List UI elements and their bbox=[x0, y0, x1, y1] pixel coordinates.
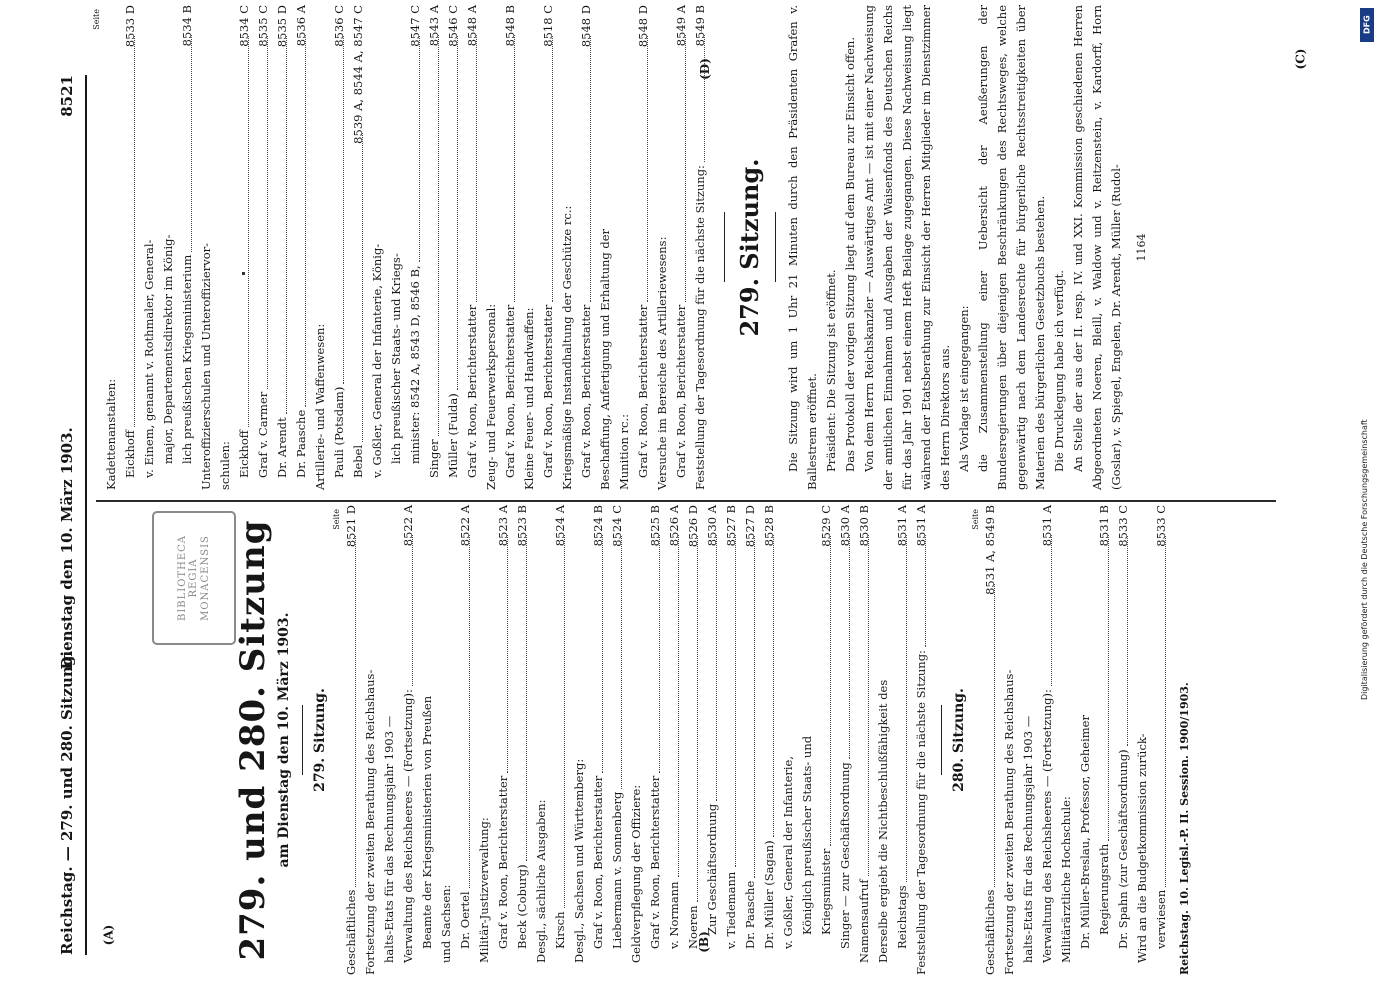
toc-page-ref: 8525 B bbox=[648, 505, 662, 547]
toc-line: Geldverpflegung der Offiziere: bbox=[629, 784, 643, 963]
toc-line: Desgl., sächliche Ausgaben: bbox=[534, 799, 548, 963]
body-paragraph: Die Drucklegung habe ich verfügt. bbox=[1052, 270, 1066, 472]
dot-leader bbox=[134, 36, 135, 427]
body-paragraph: Präsident: Die Sitzung ist eröffnet. bbox=[824, 269, 838, 472]
toc-line: Fortsetzung der zweiten Berathung des Reichshaus- bbox=[363, 669, 377, 975]
toc-page-ref: 8534 C bbox=[237, 5, 251, 47]
toc-entry bbox=[912, 505, 931, 975]
dot-leader bbox=[526, 535, 527, 861]
toc-page-ref: 8522 A bbox=[401, 505, 415, 547]
toc-entry bbox=[836, 505, 855, 975]
header-date: Dienstag den 10. März 1903. bbox=[58, 427, 76, 670]
dot-leader bbox=[552, 36, 553, 302]
toc-entry bbox=[349, 5, 368, 490]
toc-entry bbox=[292, 5, 311, 490]
toc-entry-text: Reichstags bbox=[895, 885, 909, 949]
short-rule bbox=[775, 213, 776, 283]
toc-entry bbox=[425, 5, 444, 490]
toc-entry bbox=[981, 505, 1000, 975]
toc-entry-text: Graf v. Roon, Berichterstatter bbox=[503, 304, 517, 478]
dot-leader bbox=[355, 536, 356, 886]
dot-leader bbox=[685, 35, 686, 302]
toc-line: Wird an die Budgetkommission zurück- bbox=[1135, 733, 1149, 963]
toc-page-ref: 8528 B bbox=[762, 505, 776, 547]
toc-entry-text: Zur Geschäftsordnung bbox=[705, 803, 719, 935]
toc-entry bbox=[608, 505, 627, 975]
dot-leader bbox=[849, 535, 850, 759]
toc-page-ref: 8549 A bbox=[674, 5, 688, 47]
toc-line: Derselbe ergiebt die Nichtbeschlußfähigkeit des bbox=[876, 679, 890, 963]
section-280-heading: 280. Sitzung. bbox=[951, 688, 967, 792]
toc-page-ref: 8524 B bbox=[591, 505, 605, 547]
toc-entry bbox=[121, 5, 140, 490]
dot-leader bbox=[697, 536, 698, 902]
toc-entry-text: Geschäftliches bbox=[983, 889, 997, 975]
dot-leader bbox=[305, 35, 306, 407]
page-number: 8521 bbox=[58, 75, 76, 117]
toc-entry-text: Noeren bbox=[686, 905, 700, 949]
toc-entry bbox=[646, 505, 665, 975]
toc-page-ref: 8523 B bbox=[515, 505, 529, 547]
dot-leader bbox=[830, 536, 831, 846]
toc-page-ref: 8521 D bbox=[344, 505, 358, 548]
toc-entry bbox=[741, 505, 760, 975]
dot-leader bbox=[602, 535, 603, 772]
short-rule bbox=[724, 213, 725, 283]
toc-page-ref: 8533 C bbox=[1154, 505, 1168, 547]
toc-page-ref: 8530 A bbox=[705, 505, 719, 547]
dot-leader bbox=[438, 35, 439, 436]
toc-page-ref: 8531 A bbox=[914, 505, 928, 547]
toc-280 bbox=[981, 505, 1171, 975]
toc-entry-text: Dr. Oertel bbox=[458, 891, 472, 949]
toc-continued bbox=[102, 5, 710, 490]
session-heading: 279. Sitzung. bbox=[735, 158, 764, 337]
toc-page-ref: 8549 B bbox=[693, 5, 707, 47]
toc-entry bbox=[342, 505, 361, 975]
toc-line: Artillerie- und Waffenwesen: bbox=[313, 323, 327, 490]
margin-mark-c: (C) bbox=[1293, 48, 1308, 70]
toc-line: Versuche im Bereiche des Artilleriewesens: bbox=[655, 236, 669, 490]
dot-leader bbox=[590, 36, 591, 302]
toc-entry bbox=[684, 505, 703, 975]
toc-page-ref: 8535 C bbox=[256, 5, 270, 47]
footer-session: Reichstag. 10. Legisl.-P. II. Session. 1900/1903. bbox=[1178, 682, 1191, 975]
toc-entry bbox=[672, 5, 691, 490]
toc-page-ref: 8548 D bbox=[579, 5, 593, 48]
toc-line: Kriegsmäßige Instandhaltung der Geschütze rc.: bbox=[560, 205, 574, 490]
toc-entry bbox=[577, 5, 596, 490]
toc-line: v. Einem, genannt v. Rothmaler, General- bbox=[142, 239, 156, 478]
toc-line: Unteroffizierschulen und Unteroffiziervor- bbox=[199, 242, 213, 490]
toc-page-ref: 8533 C bbox=[1116, 505, 1130, 547]
toc-entry bbox=[463, 5, 482, 490]
dot-leader bbox=[248, 36, 249, 427]
toc-entry bbox=[893, 505, 912, 975]
toc-entry bbox=[703, 505, 722, 975]
toc-entry-text: Graf v. Roon, Berichterstatter bbox=[579, 304, 593, 478]
dot-leader bbox=[659, 535, 660, 772]
toc-entry bbox=[178, 5, 197, 490]
toc-entry-text: Graf v. Roon, Berichterstatter bbox=[648, 775, 662, 949]
toc-page-ref: 8548 B bbox=[503, 5, 517, 47]
dot-leader bbox=[507, 535, 508, 773]
toc-page-ref: 8527 D bbox=[743, 505, 757, 548]
toc-entry-text: Verwaltung des Reichsheeres — (Fortsetzung): bbox=[1040, 689, 1054, 963]
toc-entry-text: Eickhoff bbox=[237, 430, 251, 478]
seite-label: Seite bbox=[971, 509, 980, 530]
dot-leader bbox=[457, 36, 458, 391]
toc-entry-text: minister: 8542 A, 8543 D, 8546 B, bbox=[408, 265, 422, 464]
toc-entry bbox=[1038, 505, 1057, 975]
toc-entry bbox=[406, 5, 425, 490]
toc-entry bbox=[456, 505, 475, 975]
toc-entry-text: v. Normann bbox=[667, 881, 681, 949]
margin-mark-a: (A) bbox=[101, 924, 116, 946]
toc-page-ref: 8524 A bbox=[553, 505, 567, 547]
toc-entry bbox=[1152, 505, 1171, 975]
toc-entry bbox=[539, 5, 558, 490]
toc-entry-text: Graf v. Roon, Berichterstatter bbox=[465, 304, 479, 478]
toc-entry-text: Dr. Arendt bbox=[275, 417, 289, 478]
dot-leader bbox=[419, 36, 420, 263]
body-paragraph: Das Protokoll der vorigen Sitzung liegt auf dem Bureau zur Einsicht offen. bbox=[843, 37, 857, 472]
rotated-page-content bbox=[50, 5, 1290, 995]
toc-line: Beschaffung, Anfertigung und Erhaltung der bbox=[598, 228, 612, 490]
toc-entry bbox=[494, 505, 513, 975]
dot-leader bbox=[735, 535, 736, 867]
toc-page-ref: 8531 A bbox=[895, 505, 909, 547]
toc-page-ref: 8526 A bbox=[667, 505, 681, 547]
toc-entry-text: Graf v. Roon, Berichterstatter bbox=[636, 304, 650, 478]
dot-leader bbox=[514, 35, 515, 301]
toc-line: und Sachsen: bbox=[439, 884, 453, 963]
toc-line: Beamte der Kriegsministerien von Preußen bbox=[420, 695, 434, 949]
toc-entry-text: Kirsch bbox=[553, 911, 567, 949]
toc-entry-text: Dr. Müller (Sagan) bbox=[762, 840, 776, 949]
toc-entry bbox=[589, 505, 608, 975]
toc-line: Kadettenanstalten: bbox=[104, 378, 118, 490]
session-subtitle: am Dienstag den 10. März 1903. bbox=[276, 612, 292, 868]
toc-entry-text: Dr. Paasche bbox=[743, 880, 757, 949]
toc-entry-text: Geschäftliches bbox=[344, 889, 358, 975]
toc-279 bbox=[342, 505, 931, 975]
toc-entry-text: Feststellung der Tagesordnung für die nächste Sitzung: bbox=[693, 165, 707, 490]
toc-line: lich preußischer Staats- und Kriegs- bbox=[389, 253, 403, 464]
section-279-heading: 279. Sitzung. bbox=[312, 688, 328, 792]
seite-label: Seite bbox=[332, 509, 341, 530]
toc-line: schulen: bbox=[218, 441, 232, 490]
toc-line: Munition rc.: bbox=[617, 413, 631, 490]
toc-entry-text: Dr. Spahn (zur Geschäftsordnung) bbox=[1116, 749, 1130, 949]
toc-line: halts-Etats für das Rechnungsjahr 1903 — bbox=[1021, 715, 1035, 963]
dot-leader bbox=[621, 536, 622, 789]
toc-page-ref: 8548 A bbox=[465, 5, 479, 47]
toc-page-ref: 8535 D bbox=[275, 5, 289, 48]
toc-entry-text: Kriegsminister bbox=[819, 848, 833, 935]
toc-entry bbox=[399, 505, 418, 975]
dot-leader bbox=[906, 535, 907, 882]
toc-page-ref: 8531 B bbox=[1097, 505, 1111, 547]
dot-leader bbox=[704, 35, 705, 162]
toc-entry-text: Feststellung der Tagesordnung für die nächste Sitzung: bbox=[914, 650, 928, 975]
session-title: 279. und 280. Sitzung bbox=[233, 519, 273, 961]
left-column bbox=[92, 505, 1194, 975]
right-column bbox=[92, 5, 1151, 490]
toc-entry-text: Regierungsrath bbox=[1097, 843, 1111, 935]
toc-entry-text: Graf v. Carmer bbox=[256, 391, 270, 478]
toc-page-ref: 8529 C bbox=[819, 505, 833, 547]
dot-leader bbox=[678, 535, 679, 877]
toc-page-ref: 8531 A, 8549 B bbox=[983, 505, 997, 595]
stamp-line: REGIA bbox=[188, 558, 200, 598]
toc-page-ref: 8522 A bbox=[458, 505, 472, 547]
toc-line: Kleine Feuer- und Handwaffen: bbox=[522, 307, 536, 490]
toc-entry-text: v. Tiedemann bbox=[724, 871, 738, 949]
toc-entry-text: Dr. Paasche bbox=[294, 409, 308, 478]
header-right bbox=[58, 75, 76, 670]
toc-line: v. Goßler, General der Infanterie, König- bbox=[370, 243, 384, 478]
body-paragraph: Als Vorlage ist eingegangen: bbox=[957, 305, 971, 472]
toc-entry-text: Liebermann v. Sonnenberg bbox=[610, 791, 624, 949]
toc-entry bbox=[330, 5, 349, 490]
margin-mark-d: (D) bbox=[697, 58, 712, 80]
toc-page-ref: 8533 D bbox=[123, 5, 137, 48]
toc-entry-text: Graf v. Roon, Berichterstatter bbox=[591, 775, 605, 949]
dot-leader bbox=[868, 535, 869, 876]
library-stamp bbox=[152, 511, 236, 645]
toc-entry-text: Graf v. Roon, Berichterstatter bbox=[674, 304, 688, 478]
toc-page-ref: 8531 A bbox=[1040, 505, 1054, 547]
dfg-logo: DFG bbox=[1360, 8, 1374, 42]
toc-line: Dr. Müller-Breslau, Professor, Geheimer bbox=[1078, 715, 1092, 949]
toc-line: v. Goßler, General der Infanterie, bbox=[781, 755, 795, 949]
header-left: Reichstag. — 279. und 280. Sitzung. bbox=[58, 650, 76, 955]
toc-line: halts-Etats für das Rechnungsjahr 1903 — bbox=[382, 715, 396, 963]
stamp-line: MONACENSIS bbox=[199, 535, 211, 621]
toc-page-ref: 8530 B bbox=[857, 505, 871, 547]
toc-entry-text: Eickhoff bbox=[123, 430, 137, 478]
toc-entry bbox=[855, 505, 874, 975]
toc-entry-text: Singer — zur Geschäftsordnung bbox=[838, 762, 852, 949]
stamp-line: BIBLIOTHECA bbox=[176, 535, 188, 621]
toc-page-ref: 8536 C bbox=[332, 5, 346, 47]
toc-entry-text: Graf v. Roon, Berichterstatter bbox=[496, 775, 510, 949]
toc-page-ref: 8548 D bbox=[636, 5, 650, 48]
header-rule bbox=[85, 75, 87, 955]
toc-entry bbox=[1114, 505, 1133, 975]
toc-page-ref: 8518 C bbox=[541, 5, 555, 47]
toc-line: Zeug- und Feuerwerkspersonal: bbox=[484, 303, 498, 490]
toc-entry bbox=[722, 505, 741, 975]
session-body bbox=[784, 5, 1126, 490]
dot-leader bbox=[191, 35, 192, 251]
dot-leader bbox=[267, 36, 268, 389]
toc-entry bbox=[444, 5, 463, 490]
dot-leader bbox=[754, 536, 755, 878]
toc-entry-text: Bebel bbox=[351, 444, 365, 478]
dot-leader bbox=[564, 535, 565, 908]
toc-entry bbox=[760, 505, 779, 975]
toc-page-ref: 8536 A bbox=[294, 5, 308, 47]
toc-entry bbox=[665, 505, 684, 975]
toc-entry bbox=[634, 5, 653, 490]
toc-entry bbox=[501, 5, 520, 490]
body-paragraph: Von dem Herrn Reichskanzler — Auswärtiges Amt — ist mit einer Nachweisung der amtlichen Einnahmen und Ausgaben der Waisenfonds des Deutschen Reichs für das Jahr 1901 nebst einem Heft Beilage zugegangen. Diese Nachweisung liegt während der Etatsberathung zur Einsicht der Herren Mitglieder im Dienstzimmer des Herrn Direktors aus. bbox=[862, 5, 952, 490]
toc-entry-text: lich preußischen Kriegsministerium bbox=[180, 254, 194, 464]
dot-leader bbox=[994, 584, 995, 887]
toc-entry-text: Pauli (Potsdam) bbox=[332, 386, 346, 478]
toc-entry-text: Verwaltung des Reichsheeres — (Fortsetzung): bbox=[401, 689, 415, 963]
toc-entry bbox=[235, 5, 254, 490]
toc-entry-text: Müller (Fulda) bbox=[446, 393, 460, 478]
toc-entry bbox=[513, 505, 532, 975]
margin-mark-b: (B) bbox=[696, 931, 711, 953]
toc-page-ref: 8523 A bbox=[496, 505, 510, 547]
dot-leader bbox=[1127, 536, 1128, 747]
toc-entry bbox=[551, 505, 570, 975]
toc-page-ref: 8530 A bbox=[838, 505, 852, 547]
dot-leader bbox=[343, 36, 344, 384]
body-paragraph: An Stelle der aus der II. resp. IV. und XXI. Kommission geschiedenen Herren Abgeordneten Noeren, Bleill, v. Waldow und v. Reitzenstein, v. Kardorff, Horn (Goslar), v. Spiegel, Engelen, Dr. Arendt, Müller (Rudol- bbox=[1071, 5, 1123, 490]
sheet-number: 1164 bbox=[1135, 233, 1148, 262]
toc-page-ref: 8524 C bbox=[610, 505, 624, 547]
dot-leader bbox=[647, 36, 648, 302]
body-paragraph: die Zusammenstellung einer Uebersicht der Aeußerungen der Bundesregierungen über diejenigen Beschränkungen des Rechtsweges, welche gegenwärtig nach dem Landesrechte für bürgerliche Rechtsstreitigkeiten über Materien des bürgerlichen Gesetzbuchs bestehen. bbox=[976, 5, 1047, 490]
toc-entry-text: Beck (Coburg) bbox=[515, 864, 529, 949]
body-paragraph: Die Sitzung wird um 1 Uhr 21 Minuten durch den Präsidenten Grafen v. Ballestrem eröffnet. bbox=[786, 5, 819, 490]
dot-leader bbox=[1051, 535, 1052, 686]
toc-line: Fortsetzung der zweiten Berathung des Reichshaus- bbox=[1002, 669, 1016, 975]
toc-page-ref: 8543 A bbox=[427, 5, 441, 47]
toc-entry-text: Namensaufruf bbox=[857, 879, 871, 963]
running-header bbox=[58, 75, 84, 955]
dot-leader bbox=[1108, 535, 1109, 840]
toc-entry bbox=[273, 5, 292, 490]
dot-leader bbox=[773, 535, 774, 837]
dot-leader bbox=[286, 36, 287, 414]
toc-entry-text: verwiesen bbox=[1154, 889, 1168, 949]
short-rule bbox=[302, 705, 303, 775]
toc-page-ref: 8547 C bbox=[408, 5, 422, 47]
toc-entry bbox=[817, 505, 836, 975]
short-rule bbox=[941, 705, 942, 775]
column-divider bbox=[96, 501, 1276, 503]
toc-line: Militär-Justizverwaltung: bbox=[477, 817, 491, 963]
seite-label: Seite bbox=[92, 9, 101, 30]
dot-leader bbox=[469, 535, 470, 888]
dot-leader bbox=[716, 535, 717, 800]
toc-page-ref: 8527 B bbox=[724, 505, 738, 547]
toc-page-ref: 8539 A, 8544 A, 8547 C bbox=[351, 5, 365, 144]
toc-page-ref: 8546 C bbox=[446, 5, 460, 47]
toc-entry-text: Singer bbox=[427, 439, 441, 478]
toc-line: Königlich preußischer Staats- und bbox=[800, 735, 814, 935]
dot-leader bbox=[476, 35, 477, 302]
digitization-note: Digitalisierung gefördert durch die Deutsche Forschungsgemeinschaft bbox=[1360, 419, 1369, 700]
dot-leader bbox=[362, 133, 363, 442]
toc-page-ref: 8526 D bbox=[686, 505, 700, 548]
toc-entry bbox=[254, 5, 273, 490]
toc-page-ref: 8534 B bbox=[180, 5, 194, 47]
toc-line: Desgl., Sachsen und Württemberg: bbox=[572, 758, 586, 963]
dot-leader bbox=[1165, 536, 1166, 887]
dot-leader bbox=[925, 535, 926, 647]
toc-line: Militärärztliche Hochschule: bbox=[1059, 796, 1073, 963]
dot-leader bbox=[412, 535, 413, 686]
toc-entry-text: Graf v. Roon, Berichterstatter bbox=[541, 304, 555, 478]
toc-entry bbox=[1095, 505, 1114, 975]
toc-line: major, Departementsdirektor im König- bbox=[161, 234, 175, 464]
